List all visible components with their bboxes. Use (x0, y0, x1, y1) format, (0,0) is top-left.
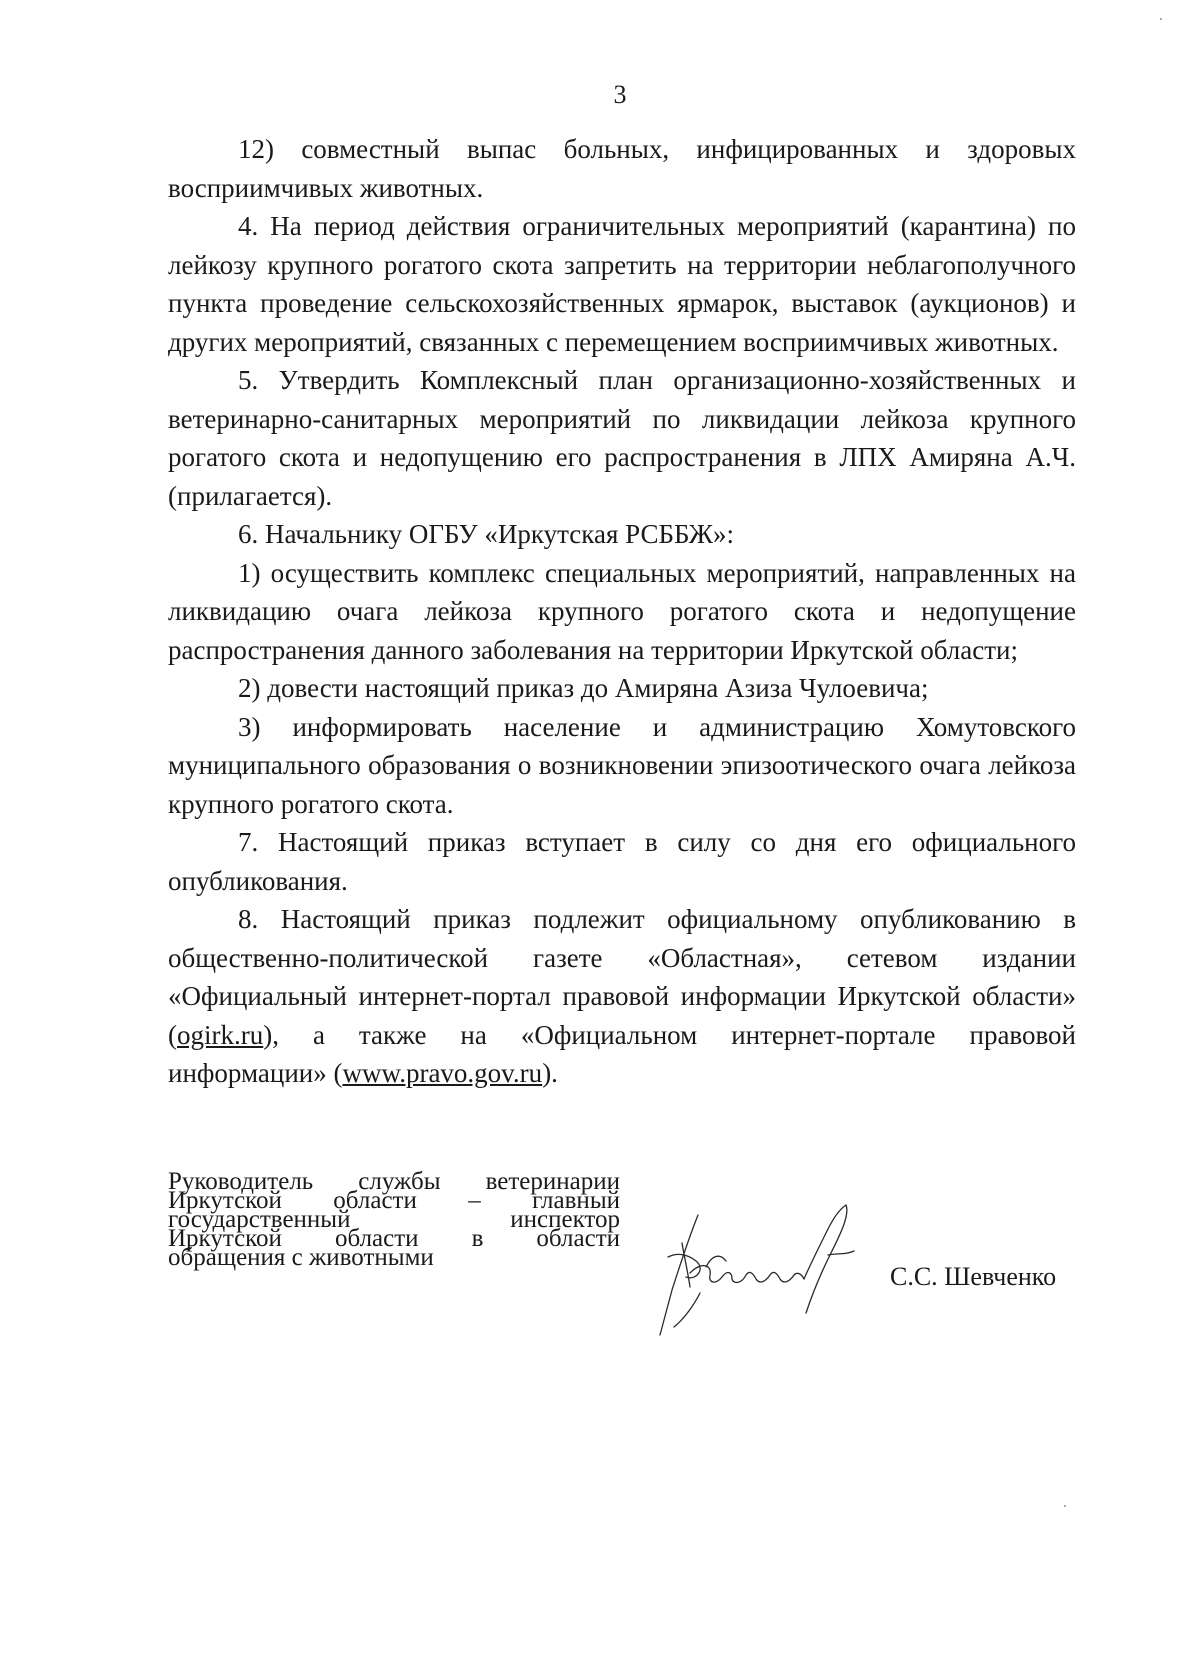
signer-name: С.С. Шевченко (890, 1262, 1057, 1291)
paragraph-5: 5. Утвердить Комплексный план организационно-хозяйственных и ветеринарно-санитарных мероприятий по ликвидации лейкоза крупного рогатого скота и недопущению его распространения в ЛПХ Амиряна А.Ч. (прилагается). (168, 365, 1076, 511)
paragraph-7: 7. Настоящий приказ вступает в силу со дня его официального опубликования. (168, 827, 1076, 896)
paragraph-8-text-before: 8. Настоящий приказ подлежит официальному опубликованию в общественно-политической газете «Областная», сетевом издании «Официальный интернет-портал правовой информации Иркутской области» ( (168, 904, 1076, 1050)
scan-artifact (1064, 1505, 1066, 1507)
handwritten-signature (650, 1195, 920, 1365)
signatory-position-line: государственный инспектор (168, 1206, 620, 1233)
signatory-position-line: Иркутской области в области (168, 1225, 620, 1252)
signatory-position-line: Руководитель службы ветеринарии (168, 1168, 620, 1195)
paragraph-8-text-middle: ), а также на «Официальном интернет-портале правовой информации» ( (168, 1019, 1076, 1088)
paragraph-8 (168, 900, 1076, 1093)
scan-artifact (1160, 18, 1162, 20)
paragraph-6-item-2: 2) довести настоящий приказ до Амиряна Азиза Чулоевича; (238, 673, 929, 703)
paragraph-6-item-1: 1) осуществить комплекс специальных мероприятий, направленных на ликвидацию очага лейкоза крупного рогатого скота и недопущение распространения данного заболевания на территории Иркутской области; (168, 557, 1076, 665)
paragraph-6-item-3: 3) информировать население и администрацию Хомутовского муниципального образования о возникновении эпизоотического очага лейкоза крупного рогатого скота. (168, 711, 1076, 819)
pravo-gov-link[interactable]: www.pravo.gov.ru (342, 1058, 543, 1088)
paragraph-6: 6. Начальнику ОГБУ «Иркутская РСББЖ»: (238, 519, 734, 549)
signatory-position-line: обращения с животными (168, 1244, 434, 1271)
signatory-position (168, 1168, 620, 1271)
page-number: 3 (613, 80, 627, 109)
signatory-position-line: Иркутской области – главный (168, 1187, 620, 1214)
paragraph-8-text-after: ). (542, 1058, 558, 1088)
paragraph-12: 12) совместный выпас больных, инфицированных и здоровых восприимчивых животных. (168, 134, 1076, 203)
paragraph-4: 4. На период действия ограничительных мероприятий (карантина) по лейкозу крупного рогатого скота запретить на территории неблагополучного пункта проведение сельскохозяйственных ярмарок, выставок (аукционов) и других мероприятий, связанных с перемещением восприимчивых животных. (168, 211, 1076, 357)
document-body (168, 130, 1076, 1093)
ogirk-link[interactable]: ogirk.ru (177, 1019, 264, 1050)
